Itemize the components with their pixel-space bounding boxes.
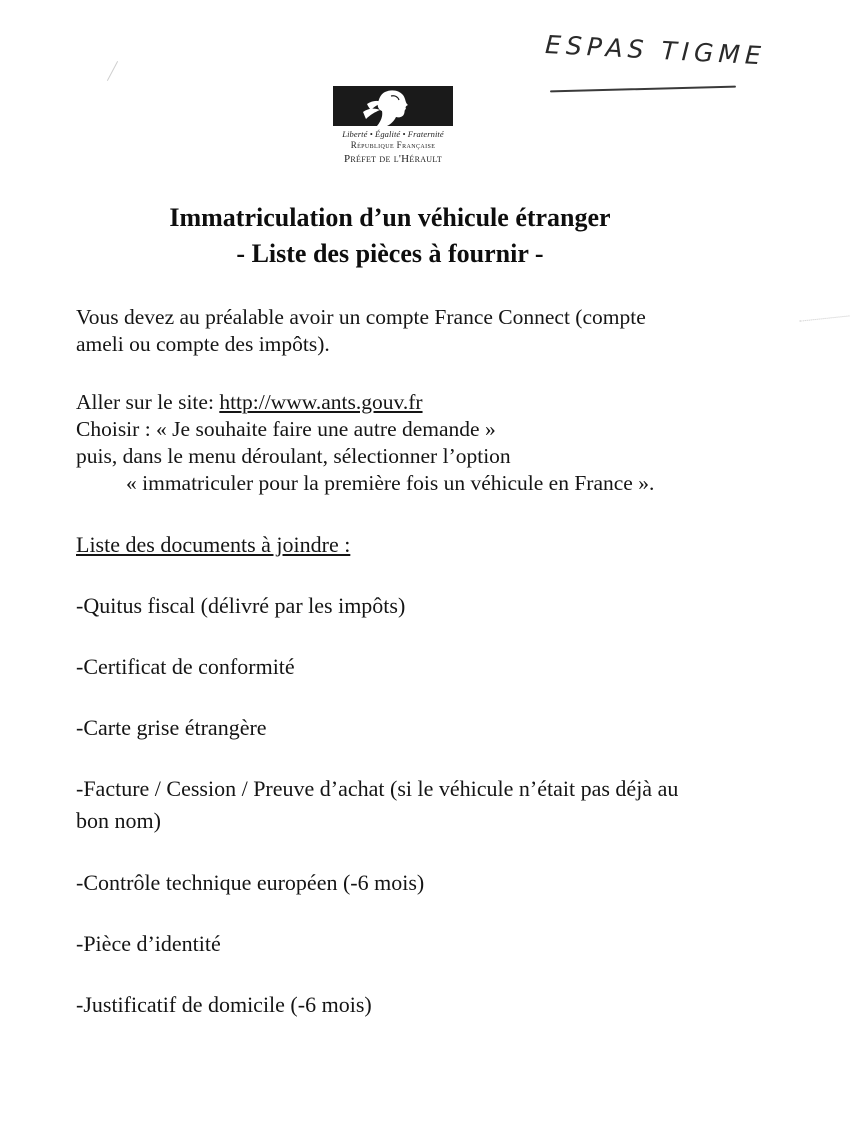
documents-heading: Liste des documents à joindre : [76, 532, 351, 557]
logo-prefecture: Préfet de l'Hérault [343, 153, 443, 165]
prefecture-logo [318, 86, 468, 165]
logo-republic: République Française [350, 140, 436, 150]
document-item: -Contrôle technique européen (-6 mois) [76, 870, 425, 895]
intro-line-1: Vous devez au préalable avoir un compte France Connect (compte [76, 305, 646, 329]
page-title [0, 200, 780, 272]
handwritten-underline [550, 86, 736, 93]
document-item: -Carte grise étrangère [76, 715, 267, 740]
document-item: -Pièce d’identité [76, 931, 221, 956]
option-line: « immatriculer pour la première fois un véhicule en France ». [126, 471, 655, 495]
scan-artifact [800, 315, 851, 329]
document-item: -Facture / Cession / Preuve d’achat (si le véhicule n’était pas déjà au bon nom) [76, 776, 679, 833]
marianne-logo-icon [333, 86, 453, 126]
title-line-1: Immatriculation d’un véhicule étranger [169, 203, 611, 232]
intro-paragraph [76, 304, 776, 358]
choose-line: Choisir : « Je souhaite faire une autre demande » [76, 417, 496, 441]
logo-motto: Liberté • Égalité • Fraternité [342, 129, 444, 139]
document-item: -Certificat de conformité [76, 654, 295, 679]
intro-line-2: ameli ou compte des impôts). [76, 332, 330, 356]
scan-artifact [107, 61, 118, 81]
instructions-paragraph [76, 389, 776, 497]
then-line: puis, dans le menu déroulant, sélectionner l’option [76, 444, 511, 468]
document-item: -Quitus fiscal (délivré par les impôts) [76, 593, 406, 618]
handwritten-annotation [546, 30, 776, 102]
title-line-2: - Liste des pièces à fournir - [236, 239, 544, 268]
document-item: -Justificatif de domicile (-6 mois) [76, 992, 372, 1017]
ants-website-link[interactable]: http://www.ants.gouv.fr [219, 390, 423, 414]
handwritten-text: ESPAS TIGME [544, 30, 767, 71]
site-prefix: Aller sur le site: [76, 390, 220, 414]
site-line [76, 389, 776, 416]
